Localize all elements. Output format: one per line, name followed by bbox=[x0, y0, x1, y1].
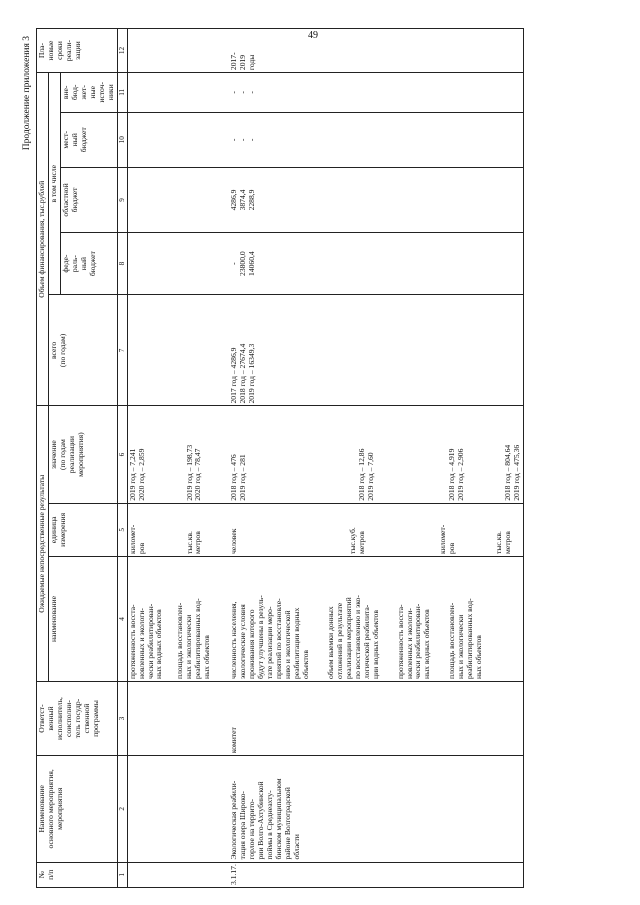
column-number: 7 bbox=[117, 295, 127, 406]
finance-total: 2017 год – 4286,9 2018 год – 27674,4 2019 год – 16349,3 bbox=[229, 295, 523, 406]
result-value: 2018 год – 12,86 2019 год – 7,60 bbox=[357, 448, 376, 501]
header-finance-group: Объем финансирования, тыс.рублей bbox=[37, 73, 49, 406]
column-number: 4 bbox=[117, 556, 127, 681]
result-unit: километ- ров bbox=[438, 524, 457, 554]
column-number: 9 bbox=[117, 168, 127, 233]
executor: комитет bbox=[229, 681, 523, 755]
column-number: 11 bbox=[117, 73, 127, 112]
header-name: Наименование основного мероприятия, мероприятия bbox=[37, 756, 118, 862]
header-executor: Ответст- венный исполнитель, соисполни- тель госудр- ственной программы bbox=[37, 681, 118, 755]
result-unit: тыс.кв. метров bbox=[184, 531, 203, 554]
column-number: 6 bbox=[117, 406, 127, 503]
result-name: объем выемки донных отложений в результате реализации мероприятий по восстановлению и эко- логической реабилита- ции водных объектов bbox=[325, 595, 380, 679]
result-name: площадь восстановлен- ных и экологически реабилитированных вод- ных объектов bbox=[175, 598, 212, 679]
column-number: 12 bbox=[117, 29, 127, 73]
result-name: протяженность восста- новленных и экологи- чески реабилитирован- ных водных объектов bbox=[127, 603, 164, 679]
column-number: 5 bbox=[117, 503, 127, 556]
column-number: 1 bbox=[117, 862, 127, 887]
result-value: 2018 год – 4,919 2019 год – 2,906 bbox=[447, 448, 466, 501]
header-finance-local: мест- ный бюджет bbox=[60, 112, 117, 168]
continuation-row bbox=[127, 29, 229, 888]
result-name: площадь восстановлен- ных и экологически реабилитированных вод- ных объектов bbox=[447, 598, 484, 679]
header-results-name: наименование bbox=[48, 556, 117, 681]
header-finance-incl: в том числе bbox=[48, 73, 60, 295]
header-results-value: значение (по годам реализации мероприятия) bbox=[48, 406, 117, 503]
result-value: 2019 год – 198,73 2020 год – 78,47 bbox=[184, 444, 203, 501]
finance-extra: - - - bbox=[229, 73, 523, 112]
header-finance-federal: феде- раль- ный бюджет bbox=[60, 232, 117, 295]
result-value: 2018 год – 476 2019 год – 281 bbox=[229, 454, 248, 501]
result-name: протяженность восста- новленных и экологи- чески реабилитирован- ных водных объектов bbox=[395, 603, 432, 679]
result-unit: человек bbox=[229, 528, 239, 554]
column-number: 10 bbox=[117, 112, 127, 168]
header-finance-regional: областной бюджет bbox=[60, 168, 117, 233]
table-row bbox=[229, 29, 523, 888]
header-finance-extra: вне- бюд- жет- ные источ- ники bbox=[60, 73, 117, 112]
result-name: численность населения, экологические условия проживания которого будут улучшены в резуль- тате реализации меро- приятий по восстановле- нию и экологической реабилитации водных объектов bbox=[229, 595, 310, 679]
header-finance-total: всего (по годам) bbox=[48, 295, 117, 406]
result-unit: тыс.кв. метров bbox=[494, 531, 512, 554]
result-unit: тыс.куб. метров bbox=[348, 527, 367, 554]
measure-name: Экологическая реабили- тация озера Широко- горлое на террито- рии Волго-Ахтубинской поймы в Среднеахту- бинском муниципальном районе Волгоградской области bbox=[229, 756, 523, 862]
header-results-unit: единица измерения bbox=[48, 503, 117, 556]
column-number: 3 bbox=[117, 681, 127, 755]
column-number: 8 bbox=[117, 232, 127, 295]
result-value: 2019 год – 7,241 2020 год – 2,859 bbox=[127, 448, 146, 501]
row-number: 3.1.17. bbox=[229, 862, 523, 887]
page-number: 49 bbox=[308, 30, 318, 41]
program-table bbox=[36, 28, 524, 888]
finance-regional: 4286,9 3874,4 2288,9 bbox=[229, 168, 523, 233]
result-unit: километ- ров bbox=[127, 524, 146, 554]
appendix-caption: Продолжение приложения 3 bbox=[22, 36, 32, 151]
rotated-page bbox=[20, 28, 620, 888]
result-value: 2018 год – 804,64 2019 год – 475,36 bbox=[502, 444, 521, 501]
finance-local: - - - bbox=[229, 112, 523, 168]
column-number: 2 bbox=[117, 756, 127, 862]
finance-federal: - 23800,0 14060,4 bbox=[229, 232, 523, 295]
header-no: № п/п bbox=[37, 862, 118, 887]
implementation-terms: 2017- 2019 годы bbox=[229, 29, 523, 73]
header-results-group: Ожидаемые непосредственные результаты bbox=[37, 406, 49, 682]
header-terms: Пла- новые сроки реали- зации bbox=[37, 29, 118, 73]
